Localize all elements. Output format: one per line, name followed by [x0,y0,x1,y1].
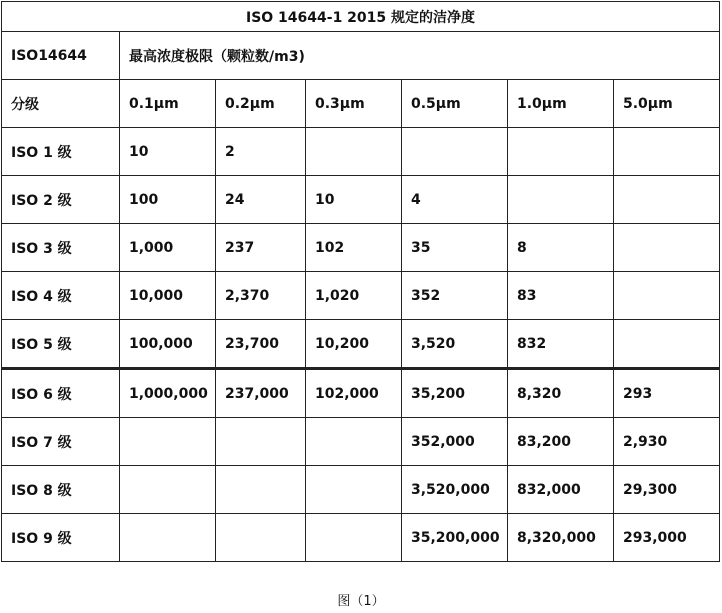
value-cell [614,128,720,176]
table-row [2,369,720,418]
table-row [2,418,720,466]
value-cell [120,418,216,466]
value-cell: 8 [508,224,614,272]
value-cell [614,320,720,369]
value-cell: 83,200 [508,418,614,466]
value-cell [614,176,720,224]
value-cell: 832 [508,320,614,369]
value-cell [120,514,216,562]
value-cell: 24 [216,176,306,224]
value-cell: 102,000 [306,369,402,418]
class-label-cell: ISO 5 级 [2,320,120,369]
value-cell [216,466,306,514]
table-row [2,514,720,562]
value-cell: 3,520,000 [402,466,508,514]
value-cell: 2,370 [216,272,306,320]
value-cell [306,514,402,562]
value-cell: 10,000 [120,272,216,320]
table-row [2,128,720,176]
class-label-cell: ISO 6 级 [2,369,120,418]
value-cell: 832,000 [508,466,614,514]
value-cell: 237 [216,224,306,272]
class-label-cell: ISO 3 级 [2,224,120,272]
value-cell [306,418,402,466]
column-header: 分级 [2,80,120,128]
table-row [2,320,720,369]
value-cell: 10 [120,128,216,176]
value-cell: 237,000 [216,369,306,418]
value-cell [614,224,720,272]
value-cell: 2 [216,128,306,176]
value-cell: 35,200,000 [402,514,508,562]
column-header: 1.0μm [508,80,614,128]
table-row [2,466,720,514]
table-header-row [2,32,720,80]
class-label-cell: ISO 4 级 [2,272,120,320]
value-cell [306,466,402,514]
value-cell: 2,930 [614,418,720,466]
value-cell [614,272,720,320]
value-cell: 1,020 [306,272,402,320]
iso-cleanliness-table [1,1,720,562]
class-label-cell: ISO 7 级 [2,418,120,466]
column-header: 0.5μm [402,80,508,128]
value-cell [120,466,216,514]
value-cell: 29,300 [614,466,720,514]
header-span-text: 最高浓度极限（颗粒数/m3) [120,32,720,80]
table-title: ISO 14644-1 2015 规定的洁净度 [2,2,720,32]
value-cell: 100,000 [120,320,216,369]
class-label-cell: ISO 9 级 [2,514,120,562]
value-cell [306,128,402,176]
value-cell: 4 [402,176,508,224]
value-cell [216,418,306,466]
value-cell: 293 [614,369,720,418]
value-cell: 352 [402,272,508,320]
value-cell: 1,000 [120,224,216,272]
value-cell [508,128,614,176]
value-cell: 3,520 [402,320,508,369]
column-header: 0.3μm [306,80,402,128]
table-row [2,272,720,320]
value-cell: 8,320 [508,369,614,418]
value-cell: 35,200 [402,369,508,418]
value-cell: 100 [120,176,216,224]
figure-caption: 图（1） [337,594,385,609]
value-cell [216,514,306,562]
column-header-row [2,80,720,128]
value-cell: 10,200 [306,320,402,369]
class-label-cell: ISO 8 级 [2,466,120,514]
class-label-cell: ISO 1 级 [2,128,120,176]
column-header: 5.0μm [614,80,720,128]
table-row [2,224,720,272]
value-cell: 35 [402,224,508,272]
value-cell: 23,700 [216,320,306,369]
value-cell [508,176,614,224]
column-header: 0.1μm [120,80,216,128]
column-header: 0.2μm [216,80,306,128]
value-cell: 102 [306,224,402,272]
value-cell: 1,000,000 [120,369,216,418]
table-title-row [2,2,720,32]
value-cell: 352,000 [402,418,508,466]
value-cell: 8,320,000 [508,514,614,562]
value-cell: 10 [306,176,402,224]
value-cell: 83 [508,272,614,320]
header-label: ISO14644 [2,32,120,80]
value-cell [402,128,508,176]
class-label-cell: ISO 2 级 [2,176,120,224]
table-row [2,176,720,224]
value-cell: 293,000 [614,514,720,562]
